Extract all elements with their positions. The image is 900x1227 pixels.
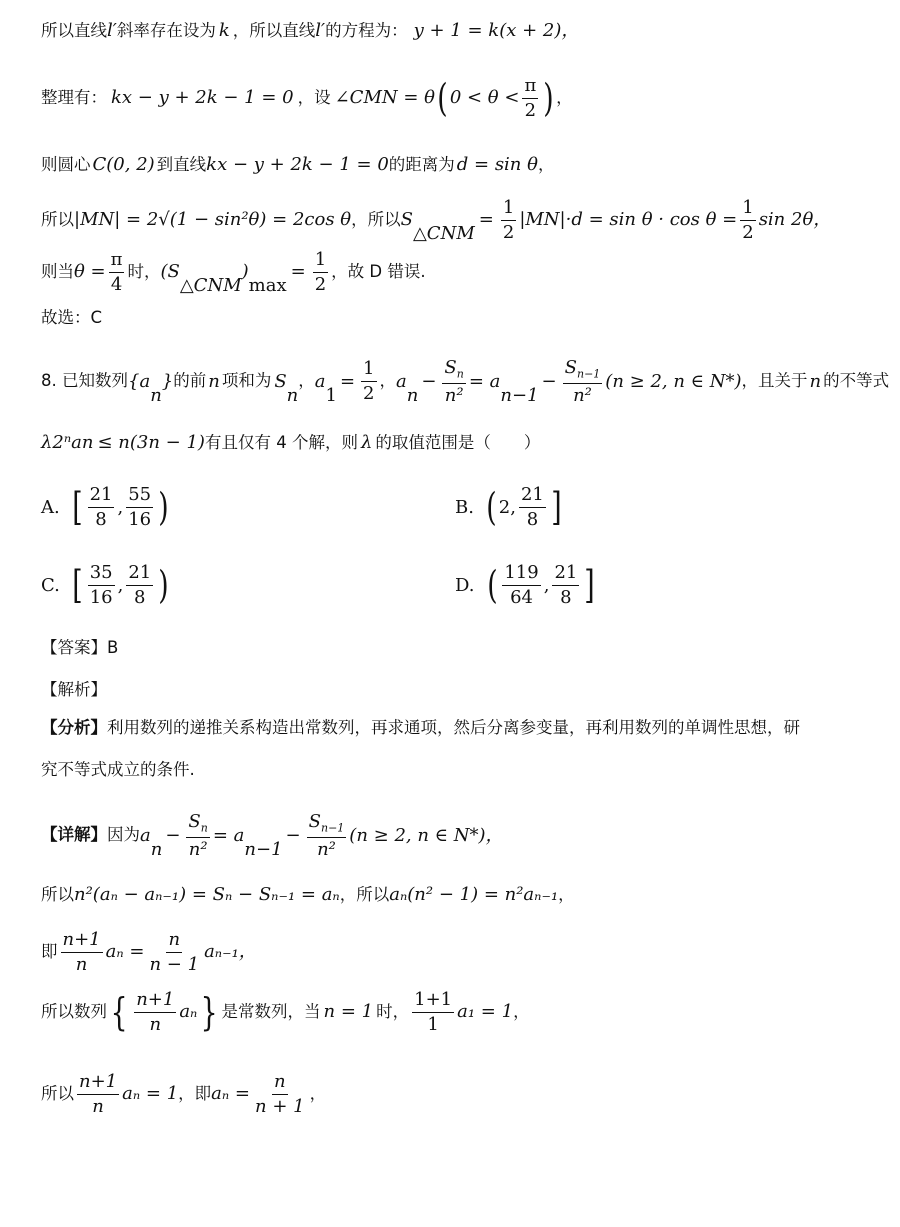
text: 的不等式 [823, 371, 890, 391]
fraction: $\frac{S_n}{\text{n²}}$ [444, 357, 464, 406]
text: 所以 [41, 1084, 74, 1104]
text: 的距离为 [388, 154, 455, 174]
math: n [809, 370, 822, 392]
fraction: $\frac{21}{8}$ [554, 562, 578, 608]
text: 的取值范围是（ ） [375, 432, 541, 452]
text: 的方程为： [325, 20, 408, 40]
text: ，设 [297, 88, 331, 108]
text: ，所以 [351, 210, 401, 230]
text: ，且关于 [741, 371, 808, 391]
bracket: [ [71, 485, 83, 530]
option-b[interactable] [455, 485, 564, 530]
math: − [285, 824, 301, 846]
fraction: $\frac{21}{8}$ [128, 562, 152, 608]
detail-3 [41, 930, 257, 975]
text: 时， [127, 262, 161, 282]
math: θ = [74, 261, 106, 283]
text: ， [298, 371, 315, 391]
option-label: A. [41, 496, 60, 518]
fraction: $\frac{S_n}{\text{n²}}$ [188, 811, 208, 860]
subscript: 1 [325, 385, 337, 407]
math: = a [468, 370, 501, 392]
math: aₙ [179, 1001, 198, 1023]
subscript: n−1 [500, 385, 539, 407]
option-c[interactable] [41, 563, 171, 608]
analysis-text [41, 720, 800, 737]
text: 斜率存在设为 [116, 20, 216, 40]
text: ， [558, 884, 575, 904]
text: 即 [41, 942, 58, 962]
text: 因为 [107, 825, 140, 845]
text: 时， [376, 1002, 410, 1022]
math: sin 2θ， [758, 209, 832, 231]
paren: ( [486, 563, 498, 608]
fraction: $\frac{21}{8}$ [520, 484, 544, 530]
subscript: max [248, 274, 287, 296]
math: k [218, 20, 230, 41]
text: 到直线 [156, 154, 207, 174]
text: ， [513, 1002, 530, 1022]
paren: ( [486, 485, 497, 530]
analysis-heading [41, 682, 107, 699]
subscript: n [406, 385, 419, 407]
fraction: $\frac{1}{2}$ [742, 197, 754, 243]
option-label: B. [455, 496, 474, 518]
detail-5 [41, 1072, 326, 1117]
paren: ( [437, 76, 448, 121]
subscript: △CNM [412, 222, 475, 244]
math: aₙ = 1 [122, 1083, 179, 1105]
text: 则当 [41, 262, 74, 282]
math: } [161, 370, 174, 392]
comma: , [543, 574, 550, 596]
math: = [478, 209, 494, 231]
fraction: $\frac{\pi}{2}$ [524, 75, 537, 121]
option-d[interactable] [455, 563, 597, 608]
math: a [396, 370, 407, 392]
text: ，所以 [339, 884, 390, 904]
line-max [41, 250, 426, 295]
math: 0 < θ < [449, 87, 520, 109]
math: = a [212, 824, 245, 846]
fraction: $\frac{1+1}{1}$ [414, 989, 453, 1035]
math: aₙ₋₁， [204, 941, 257, 963]
text: 【解析】 [41, 680, 107, 699]
math: n²(aₙ − aₙ₋₁) = Sₙ − Sₙ₋₁ = aₙ [74, 884, 340, 905]
math: l′ [315, 20, 326, 41]
math: a₁ = 1 [457, 1001, 514, 1023]
math: (S [160, 261, 180, 283]
bracket: [ [72, 563, 83, 608]
paren: ) [158, 563, 169, 608]
brace: } [200, 990, 218, 1035]
line-mn [41, 198, 831, 243]
text: 8. 已知数列 [41, 371, 128, 391]
line-choose [41, 310, 102, 327]
math: aₙ = [211, 1083, 250, 1105]
math: λ2ⁿa [41, 432, 82, 453]
fraction: $\frac{1}{2}$ [502, 197, 515, 243]
subscript: n [150, 385, 162, 407]
fraction: $\frac{n+1}{n}$ [136, 989, 175, 1035]
fraction: $\frac{119}{64}$ [504, 562, 539, 608]
math: aₙ(n² − 1) = n²aₙ₋₁ [389, 884, 559, 905]
math: λ [360, 432, 373, 453]
fraction: $\frac{1}{2}$ [363, 358, 375, 405]
math: n [208, 370, 220, 392]
text: 所以 [41, 210, 74, 230]
text: 究不等式成立的条件. [41, 760, 195, 779]
text: ， [537, 154, 555, 174]
detail-2 [41, 886, 575, 904]
text: 所以 [41, 884, 74, 904]
text: 【答案】B [41, 638, 119, 657]
text: 【详解】 [41, 825, 107, 845]
math: (n ≥ 2, n ∈ N*)， [349, 824, 504, 846]
text: 是常数列，当 [221, 1002, 321, 1022]
math: − [421, 370, 437, 392]
bracket: ] [551, 485, 562, 530]
text: 所以直线 [41, 20, 107, 40]
option-a[interactable] [41, 485, 171, 530]
text: ， [379, 371, 396, 391]
fraction: $\frac{S_{n-1}}{\text{n²}}$ [308, 811, 345, 860]
text: ，即 [178, 1084, 212, 1104]
question-8-cont [41, 434, 540, 452]
math: (n ≥ 2, n ∈ N*) [605, 370, 742, 392]
math: ) [241, 261, 249, 283]
math: aₙ = [105, 941, 145, 963]
text: ， [556, 88, 573, 108]
text: 【分析】 [41, 718, 107, 737]
fraction: $\frac{21}{8}$ [89, 484, 113, 530]
subscript: n [81, 432, 94, 453]
fraction: $\frac{S_{n-1}}{\text{n²}}$ [564, 357, 601, 406]
line-slope [41, 22, 579, 40]
text: 有且仅有 4 个解，则 [204, 432, 358, 452]
paren: ) [158, 485, 169, 530]
question-8 [41, 358, 889, 405]
text: 所以数列 [41, 1002, 107, 1022]
comma: , [117, 574, 124, 596]
text: 项和为 [221, 371, 272, 391]
math: − [165, 824, 181, 846]
fraction: $\frac{1}{2}$ [314, 249, 327, 295]
fraction: $\frac{n}{n - 1}$ [149, 929, 200, 975]
text: ，所以直线 [232, 20, 316, 40]
math: a [140, 824, 151, 846]
comma: , [117, 496, 124, 518]
bracket: ] [584, 563, 595, 608]
math: 2, [498, 496, 516, 518]
fraction: $\frac{35}{16}$ [89, 562, 113, 608]
text: 整理有： [41, 88, 107, 108]
math: d = sin θ [456, 154, 538, 175]
fraction: $\frac{n+1}{n}$ [62, 929, 101, 975]
math: |MN|·d = sin θ · cos θ = [519, 209, 738, 231]
option-label: D. [455, 574, 475, 596]
line-distance [41, 156, 554, 174]
math: S [400, 209, 413, 231]
text: 故选：C [41, 308, 103, 327]
math: ∠CMN = θ [334, 87, 435, 109]
text: ， [309, 1084, 327, 1104]
paren: ) [543, 76, 554, 121]
brace: { [110, 990, 128, 1035]
math: |MN| = 2√(1 − sin²θ) = 2cos θ [74, 209, 352, 231]
math: {a [128, 370, 151, 392]
option-label: C. [41, 574, 60, 596]
math: ≤ n(3n − 1) [97, 432, 205, 453]
math: a [314, 370, 326, 392]
detail-4 [41, 990, 530, 1035]
math: y + 1 = k(x + 2)， [413, 20, 580, 41]
text: 的前 [173, 371, 207, 391]
math: C(0, 2) [92, 154, 155, 175]
line-organize [41, 76, 573, 121]
text: ，故 D 错误. [331, 262, 426, 282]
math: kx − y + 2k − 1 = 0 [206, 154, 389, 175]
subscript: n [286, 385, 299, 407]
math: l′ [107, 20, 117, 41]
answer [41, 640, 118, 657]
fraction: $\frac{55}{16}$ [128, 484, 152, 530]
math: n = 1 [323, 1001, 374, 1023]
text: 利用数列的递推关系构造出常数列，再求通项，然后分离参变量，再利用数列的单调性思想，研 [107, 718, 800, 737]
subscript: n [150, 839, 163, 861]
detail-1 [41, 812, 503, 859]
text: 则圆心 [41, 154, 91, 174]
subscript: △CNM [179, 274, 242, 296]
math: kx − y + 2k − 1 = 0 [111, 87, 294, 109]
analysis-text-2 [41, 762, 195, 779]
fraction: $\frac{n+1}{n}$ [79, 1071, 118, 1117]
math: − [541, 370, 557, 392]
subscript: n−1 [244, 839, 283, 861]
math: S [274, 370, 287, 392]
fraction: $\frac{\pi}{4}$ [110, 249, 123, 295]
fraction: $\frac{n}{n + 1}$ [255, 1071, 305, 1117]
math: = [339, 370, 356, 392]
math: = [290, 261, 306, 283]
